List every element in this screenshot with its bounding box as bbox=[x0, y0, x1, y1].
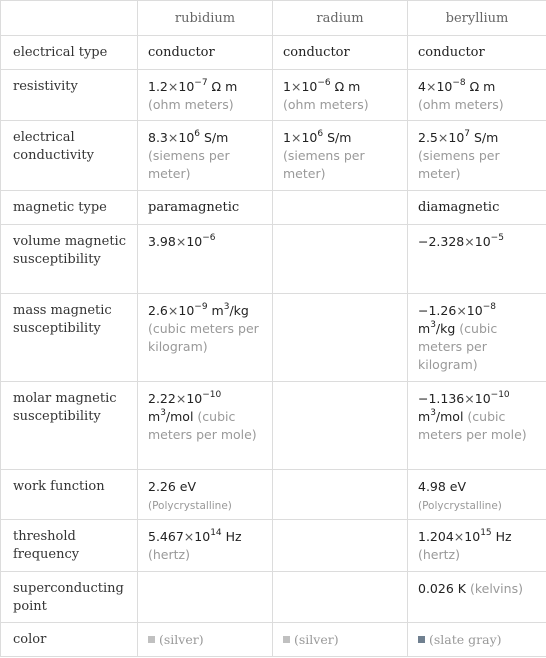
table-row bbox=[1, 294, 546, 382]
table-row bbox=[1, 382, 546, 470]
mantissa: 3.98 bbox=[148, 234, 176, 249]
unit-note: (cubic meters per mole) bbox=[148, 409, 257, 442]
unit-note: (kelvins) bbox=[469, 581, 523, 596]
unit-note: (ohm meters) bbox=[283, 97, 369, 112]
unit-note: (ohm meters) bbox=[418, 97, 504, 112]
header-corner bbox=[1, 1, 138, 36]
exponent: −5 bbox=[490, 232, 504, 243]
row-label: mass magnetic susceptibility bbox=[1, 294, 138, 382]
row-label: electrical type bbox=[1, 36, 138, 70]
mantissa: 2.22 bbox=[148, 391, 176, 406]
cell-value: diamagnetic bbox=[408, 191, 546, 225]
unit: S/m bbox=[204, 130, 229, 145]
unit: /kg bbox=[229, 303, 249, 318]
unit: Ω m bbox=[469, 79, 496, 94]
table-row bbox=[1, 623, 546, 657]
times-sign: × bbox=[175, 234, 187, 249]
row-label: superconducting point bbox=[1, 572, 138, 623]
unit-exponent: 3 bbox=[223, 301, 230, 312]
cell-value bbox=[138, 623, 273, 657]
unit: m bbox=[148, 409, 161, 424]
unit-note: (ohm meters) bbox=[148, 97, 234, 112]
times-sign: × bbox=[290, 79, 302, 94]
table-row bbox=[1, 191, 546, 225]
exponent: −6 bbox=[317, 77, 331, 88]
value: 4.98 eV bbox=[418, 479, 467, 494]
unit: S/m bbox=[474, 130, 499, 145]
unit: m bbox=[418, 321, 431, 336]
times-sign: × bbox=[464, 391, 475, 406]
exponent: −8 bbox=[452, 77, 466, 88]
cell-value: $8.3\times 10^6$ S/m (siemens per meter) bbox=[138, 121, 273, 191]
unit: /kg bbox=[435, 321, 456, 336]
times-sign: × bbox=[167, 130, 179, 145]
unit: Hz bbox=[225, 529, 242, 544]
unit-note: (Polycrystalline) bbox=[148, 500, 232, 512]
exponent: −9 bbox=[194, 301, 208, 312]
exponent: 7 bbox=[464, 128, 471, 139]
mantissa: −1.26 bbox=[418, 303, 457, 318]
mantissa: 2.6 bbox=[148, 303, 168, 318]
color-swatch bbox=[283, 636, 290, 643]
cell-empty bbox=[273, 470, 408, 520]
row-label: work function bbox=[1, 470, 138, 520]
cell-value: $1.204\times 10^{15}$ Hz (hertz) bbox=[408, 520, 546, 572]
cell-value: conductor bbox=[138, 36, 273, 70]
color-name: (silver) bbox=[159, 632, 204, 647]
cell-value bbox=[273, 623, 408, 657]
unit: Ω m bbox=[211, 79, 238, 94]
mantissa: 2.5 bbox=[418, 130, 438, 145]
cell-value bbox=[138, 470, 273, 520]
times-sign: × bbox=[290, 130, 302, 145]
exponent: −8 bbox=[482, 301, 496, 312]
table-row bbox=[1, 36, 546, 70]
times-sign: × bbox=[456, 303, 467, 318]
mantissa: −2.328 bbox=[418, 234, 465, 249]
unit-note: (Polycrystalline) bbox=[418, 500, 502, 512]
mantissa: 5.467 bbox=[148, 529, 184, 544]
unit-note: (hertz) bbox=[418, 547, 460, 562]
unit-note: (siemens per meter) bbox=[148, 148, 230, 181]
unit: /mol bbox=[435, 409, 464, 424]
cell-value: $-1.136\times 10^{-10}$ $m^3$/mol (cubic meters per mole) bbox=[408, 382, 546, 470]
times-sign: × bbox=[453, 529, 465, 544]
times-sign: × bbox=[175, 391, 187, 406]
cell-value: $-2.328\times 10^{-5}$ bbox=[408, 225, 546, 294]
table-row bbox=[1, 121, 546, 191]
cell-value bbox=[408, 470, 546, 520]
exponent: −7 bbox=[194, 77, 208, 88]
mantissa: 1.2 bbox=[148, 79, 168, 94]
cell-value: $5.467\times 10^{14}$ Hz (hertz) bbox=[138, 520, 273, 572]
unit: Ω m bbox=[334, 79, 361, 94]
value: 0.026 K bbox=[418, 581, 466, 596]
mantissa: 1.204 bbox=[418, 529, 454, 544]
cell-empty bbox=[273, 382, 408, 470]
unit-note: (siemens per meter) bbox=[418, 148, 500, 181]
color-name: (slate gray) bbox=[429, 632, 502, 647]
times-sign: × bbox=[437, 130, 449, 145]
header-beryllium: beryllium bbox=[408, 1, 546, 36]
times-sign: × bbox=[167, 303, 179, 318]
cell-empty bbox=[273, 225, 408, 294]
exponent: −10 bbox=[202, 389, 222, 400]
value: 2.26 eV bbox=[148, 479, 197, 494]
row-label: threshold frequency bbox=[1, 520, 138, 572]
table-row bbox=[1, 572, 546, 623]
cell-value: conductor bbox=[408, 36, 546, 70]
row-label: resistivity bbox=[1, 70, 138, 121]
cell-value: $3.98\times 10^{-6}$ bbox=[138, 225, 273, 294]
cell-value: $-1.26\times 10^{-8}$ $m^3/kg$ (cubic meters per kilogram) bbox=[408, 294, 546, 382]
header-row bbox=[1, 1, 546, 36]
times-sign: × bbox=[464, 234, 475, 249]
exponent: −10 bbox=[490, 389, 510, 400]
cell-empty bbox=[138, 572, 273, 623]
mantissa: 4 bbox=[418, 79, 426, 94]
table-row bbox=[1, 520, 546, 572]
cell-value: $2.6\times 10^{-9}$ $m^3/kg$ (cubic meters per kilogram) bbox=[138, 294, 273, 382]
cell-value bbox=[408, 623, 546, 657]
header-radium: radium bbox=[273, 1, 408, 36]
unit: S/m bbox=[327, 130, 352, 145]
unit-note: (siemens per meter) bbox=[283, 148, 365, 181]
cell-empty bbox=[273, 191, 408, 225]
cell-value bbox=[408, 572, 546, 623]
cell-value: conductor bbox=[273, 36, 408, 70]
table-row bbox=[1, 70, 546, 121]
row-label: electrical conductivity bbox=[1, 121, 138, 191]
mantissa: 1 bbox=[283, 79, 291, 94]
row-label: color bbox=[1, 623, 138, 657]
exponent: 6 bbox=[317, 128, 324, 139]
unit-exponent: 3 bbox=[160, 407, 166, 418]
cell-value: $1\times 10^{-6}$ Ω m (ohm meters) bbox=[273, 70, 408, 121]
exponent: 6 bbox=[194, 128, 201, 139]
unit-note: (cubic meters per mole) bbox=[418, 409, 527, 442]
table-row bbox=[1, 470, 546, 520]
unit-note: (cubic meters per kilogram) bbox=[418, 321, 498, 372]
row-label: volume magnetic susceptibility bbox=[1, 225, 138, 294]
cell-value: $2.5\times 10^7$ S/m (siemens per meter) bbox=[408, 121, 546, 191]
mantissa: 1 bbox=[283, 130, 291, 145]
color-name: (silver) bbox=[294, 632, 339, 647]
cell-value: $2.22\times 10^{-10}$ $m^3$/mol (cubic meters per mole) bbox=[138, 382, 273, 470]
cell-empty bbox=[273, 572, 408, 623]
unit-exponent: 3 bbox=[430, 407, 436, 418]
exponent: 14 bbox=[210, 527, 222, 538]
row-label: magnetic type bbox=[1, 191, 138, 225]
unit-exponent: 3 bbox=[430, 319, 436, 330]
table-row bbox=[1, 225, 546, 294]
unit: m bbox=[418, 409, 431, 424]
times-sign: × bbox=[167, 79, 179, 94]
unit-note: (cubic meters per kilogram) bbox=[148, 321, 259, 354]
times-sign: × bbox=[425, 79, 437, 94]
cell-value: $4\times 10^{-8}$ Ω m (ohm meters) bbox=[408, 70, 546, 121]
color-swatch bbox=[148, 636, 155, 643]
unit: Hz bbox=[495, 529, 512, 544]
cell-empty bbox=[273, 520, 408, 572]
cell-value: paramagnetic bbox=[138, 191, 273, 225]
header-rubidium: rubidium bbox=[138, 1, 273, 36]
unit: /mol bbox=[165, 409, 194, 424]
color-swatch bbox=[418, 636, 425, 643]
cell-empty bbox=[273, 294, 408, 382]
mantissa: 8.3 bbox=[148, 130, 168, 145]
unit: m bbox=[211, 303, 224, 318]
exponent: 15 bbox=[480, 527, 492, 538]
mantissa: −1.136 bbox=[418, 391, 465, 406]
exponent: −6 bbox=[202, 232, 216, 243]
unit-note: (hertz) bbox=[148, 547, 190, 562]
times-sign: × bbox=[183, 529, 195, 544]
row-label: molar magnetic susceptibility bbox=[1, 382, 138, 470]
cell-value: $1\times 10^6$ S/m (siemens per meter) bbox=[273, 121, 408, 191]
cell-value: $1.2\times 10^{-7}$ Ω m (ohm meters) bbox=[138, 70, 273, 121]
